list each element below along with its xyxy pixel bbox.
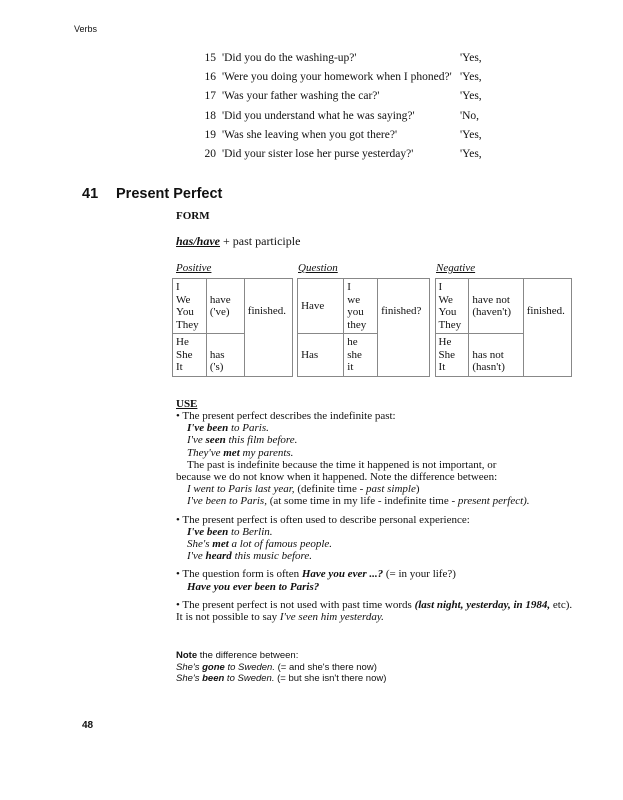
exercise-question: 'Did your sister lose her purse yesterday?' <box>222 147 414 160</box>
participle-cell: finished? <box>378 279 430 377</box>
exercise-number: 17 <box>204 90 216 103</box>
heading-positive: Positive <box>176 262 212 274</box>
heading-negative: Negative <box>436 262 476 274</box>
example-line: I've heard this music before. <box>187 550 313 563</box>
comparison-line: I went to Paris last year, (definite time - past simple) <box>187 483 420 496</box>
pronoun-cell: I we you they <box>344 279 378 334</box>
exercise-answer: 'Yes, <box>460 90 482 103</box>
section-number: 41 <box>82 186 99 202</box>
table-row <box>173 279 572 334</box>
pronoun-cell: He She It <box>173 334 207 377</box>
exercise-number: 20 <box>204 147 216 160</box>
exercise-number: 16 <box>204 71 216 84</box>
exercise-question: 'Was she leaving when you got there?' <box>222 128 398 141</box>
table-row <box>173 334 572 377</box>
explanation-line: because we do not know when it happened. Note the difference between: <box>176 471 498 484</box>
participle-cell: finished. <box>244 279 292 377</box>
note-box <box>176 650 576 685</box>
exercise-question: 'Did you do the washing-up?' <box>222 52 357 64</box>
use-point: • The present perfect is often used to describe personal experience: <box>176 513 470 526</box>
pronoun-cell: he she it <box>344 334 378 377</box>
use-point: • The question form is often Have you ever ...? (= in your life?) <box>176 568 456 581</box>
formula-rest: + past participle <box>223 234 301 248</box>
pronoun-cell: I We You They <box>435 279 469 334</box>
example-line: I've seen this film before. <box>187 434 298 447</box>
note-line: She's gone to Sweden. (= and she's there now) <box>176 661 377 673</box>
formula-auxiliary: has/have <box>176 234 221 248</box>
example-line: They've met my parents. <box>187 446 294 459</box>
use-point: • The present perfect is not used with past time words (last night, yesterday, in 1984, etc). It is not possible to say I've seen him yesterday. <box>176 598 573 624</box>
running-header: Verbs <box>74 24 98 34</box>
exercise-answer: 'Yes, <box>460 147 482 160</box>
auxiliary-cell: have not (haven't) <box>469 279 523 334</box>
form-label: FORM <box>176 210 210 222</box>
use-point: • The present perfect describes the indefinite past: <box>176 410 396 422</box>
example-line: Have you ever been to Paris? <box>187 580 320 593</box>
section-title: Present Perfect <box>116 186 223 202</box>
explanation-line: The past is indefinite because the time it happened is not important, or <box>187 458 497 471</box>
heading-question: Question <box>298 262 338 274</box>
use-section <box>176 410 576 623</box>
pronoun-cell: He She It <box>435 334 469 377</box>
exercise-answer: 'No, <box>460 109 480 122</box>
exercise-question: 'Did you understand what he was saying?' <box>222 109 415 122</box>
exercise-number: 19 <box>204 128 216 141</box>
exercise-answer: 'Yes, <box>460 128 482 141</box>
auxiliary-cell: Have <box>298 279 344 334</box>
form-table <box>172 278 572 377</box>
section-heading <box>82 186 222 202</box>
form-formula <box>176 234 300 249</box>
example-line: She's met a lot of famous people. <box>187 538 333 551</box>
note-intro: Note the difference between: <box>176 650 299 661</box>
exercise-answer: 'Yes, <box>460 52 482 64</box>
comparison-line: I've been to Paris, (at some time in my life - indefinite time - present perfect). <box>187 495 530 508</box>
exercise-question: 'Was your father washing the car?' <box>222 90 380 103</box>
auxiliary-cell: Has <box>298 334 344 377</box>
example-line: I've been to Berlin. <box>187 525 273 538</box>
example-line: I've been to Paris. <box>187 422 269 435</box>
exercise-question: 'Were you doing your homework when I phoned?' <box>222 71 452 84</box>
exercise-number: 15 <box>204 52 216 64</box>
auxiliary-cell: has not (hasn't) <box>469 334 523 377</box>
page-number: 48 <box>82 720 94 731</box>
participle-cell: finished. <box>523 279 571 377</box>
use-label: USE <box>176 398 198 410</box>
auxiliary-cell: has ('s) <box>206 334 244 377</box>
pronoun-cell: I We You They <box>173 279 207 334</box>
exercise-number: 18 <box>204 109 216 122</box>
auxiliary-cell: have ('ve) <box>206 279 244 334</box>
note-line: She's been to Sweden. (= but she isn't there now) <box>176 673 387 684</box>
exercise-answer: 'Yes, <box>460 71 482 84</box>
